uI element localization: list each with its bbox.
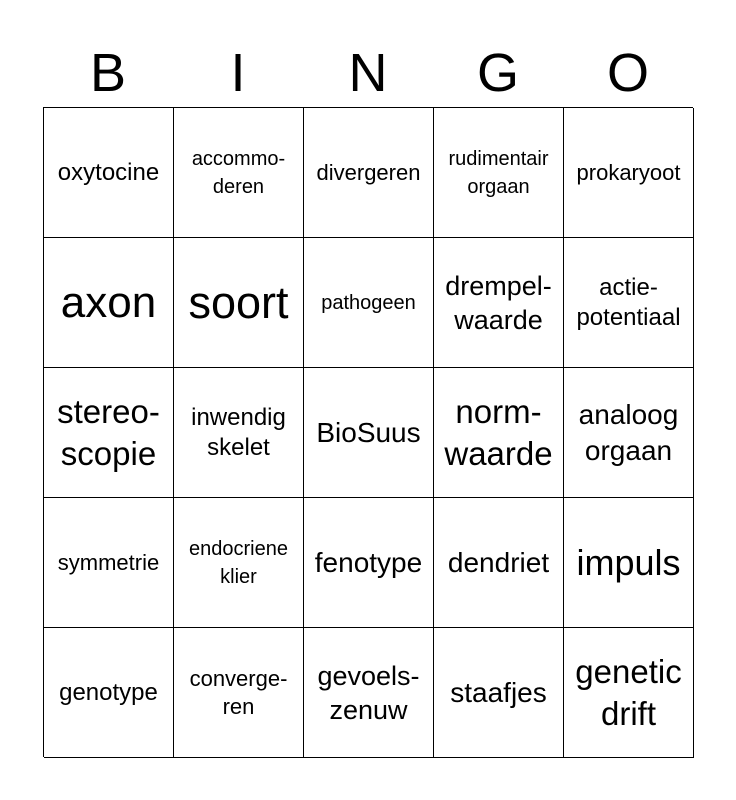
cell-text: genetic drift (575, 652, 682, 732)
cell-text: pathogeen (321, 291, 416, 314)
cell-text: divergeren (316, 159, 421, 185)
cell-text: prokaryoot (576, 159, 681, 185)
cell-text: accommo- deren (191, 147, 286, 198)
bingo-cell[interactable] (434, 628, 564, 758)
bingo-cell[interactable] (564, 238, 694, 368)
header-letter-b: B (89, 43, 127, 103)
cell-text: fenotype (314, 546, 423, 578)
bingo-cell free-space[interactable] (304, 368, 434, 498)
bingo-cell[interactable] (174, 628, 304, 758)
cell-text: BioSuus (316, 416, 421, 448)
cell-text: oxytocine (57, 158, 160, 186)
bingo-cell[interactable] (304, 628, 434, 758)
header-letter-o: O (606, 43, 649, 103)
cell-text: gevoels- zenuw (317, 660, 420, 725)
cell-text: endocriene klier (189, 537, 288, 588)
header-letter-n: N (348, 43, 388, 103)
bingo-cell[interactable] (434, 238, 564, 368)
cell-text: dendriet (447, 546, 550, 578)
bingo-cell[interactable] (304, 498, 434, 628)
bingo-cell[interactable] (44, 368, 174, 498)
bingo-cell[interactable] (174, 498, 304, 628)
bingo-cell[interactable] (174, 108, 304, 238)
bingo-header (43, 40, 693, 106)
cell-text: norm- waarde (444, 392, 553, 472)
bingo-cell[interactable] (434, 368, 564, 498)
bingo-cell[interactable] (174, 238, 304, 368)
bingo-cell[interactable] (304, 108, 434, 238)
bingo-cell[interactable] (44, 238, 174, 368)
bingo-cell[interactable] (564, 628, 694, 758)
bingo-cell[interactable] (564, 108, 694, 238)
cell-text: actie- potentiaal (576, 273, 681, 331)
cell-text: genotype (59, 678, 158, 706)
header-letter-i: I (230, 43, 246, 103)
cell-text: staafjes (450, 676, 547, 708)
cell-text: rudimentair orgaan (448, 147, 549, 198)
cell-text: symmetrie (57, 549, 160, 575)
cell-text: inwendig skelet (191, 403, 286, 461)
bingo-cell[interactable] (304, 238, 434, 368)
header-letter-g: G (476, 43, 519, 103)
bingo-board (43, 107, 693, 757)
cell-text: axon (60, 277, 157, 327)
cell-text: soort (188, 276, 289, 328)
bingo-cell[interactable] (174, 368, 304, 498)
bingo-cell[interactable] (44, 108, 174, 238)
bingo-cell[interactable] (564, 368, 694, 498)
bingo-cell[interactable] (434, 108, 564, 238)
bingo-cell[interactable] (44, 498, 174, 628)
cell-text: impuls (576, 541, 681, 583)
cell-text: analoog orgaan (578, 398, 679, 466)
cell-text: drempel- waarde (445, 270, 552, 335)
cell-text: stereo- scopie (57, 392, 160, 472)
bingo-cell[interactable] (564, 498, 694, 628)
cell-text: converge- ren (189, 665, 288, 719)
bingo-cell[interactable] (44, 628, 174, 758)
bingo-cell[interactable] (434, 498, 564, 628)
